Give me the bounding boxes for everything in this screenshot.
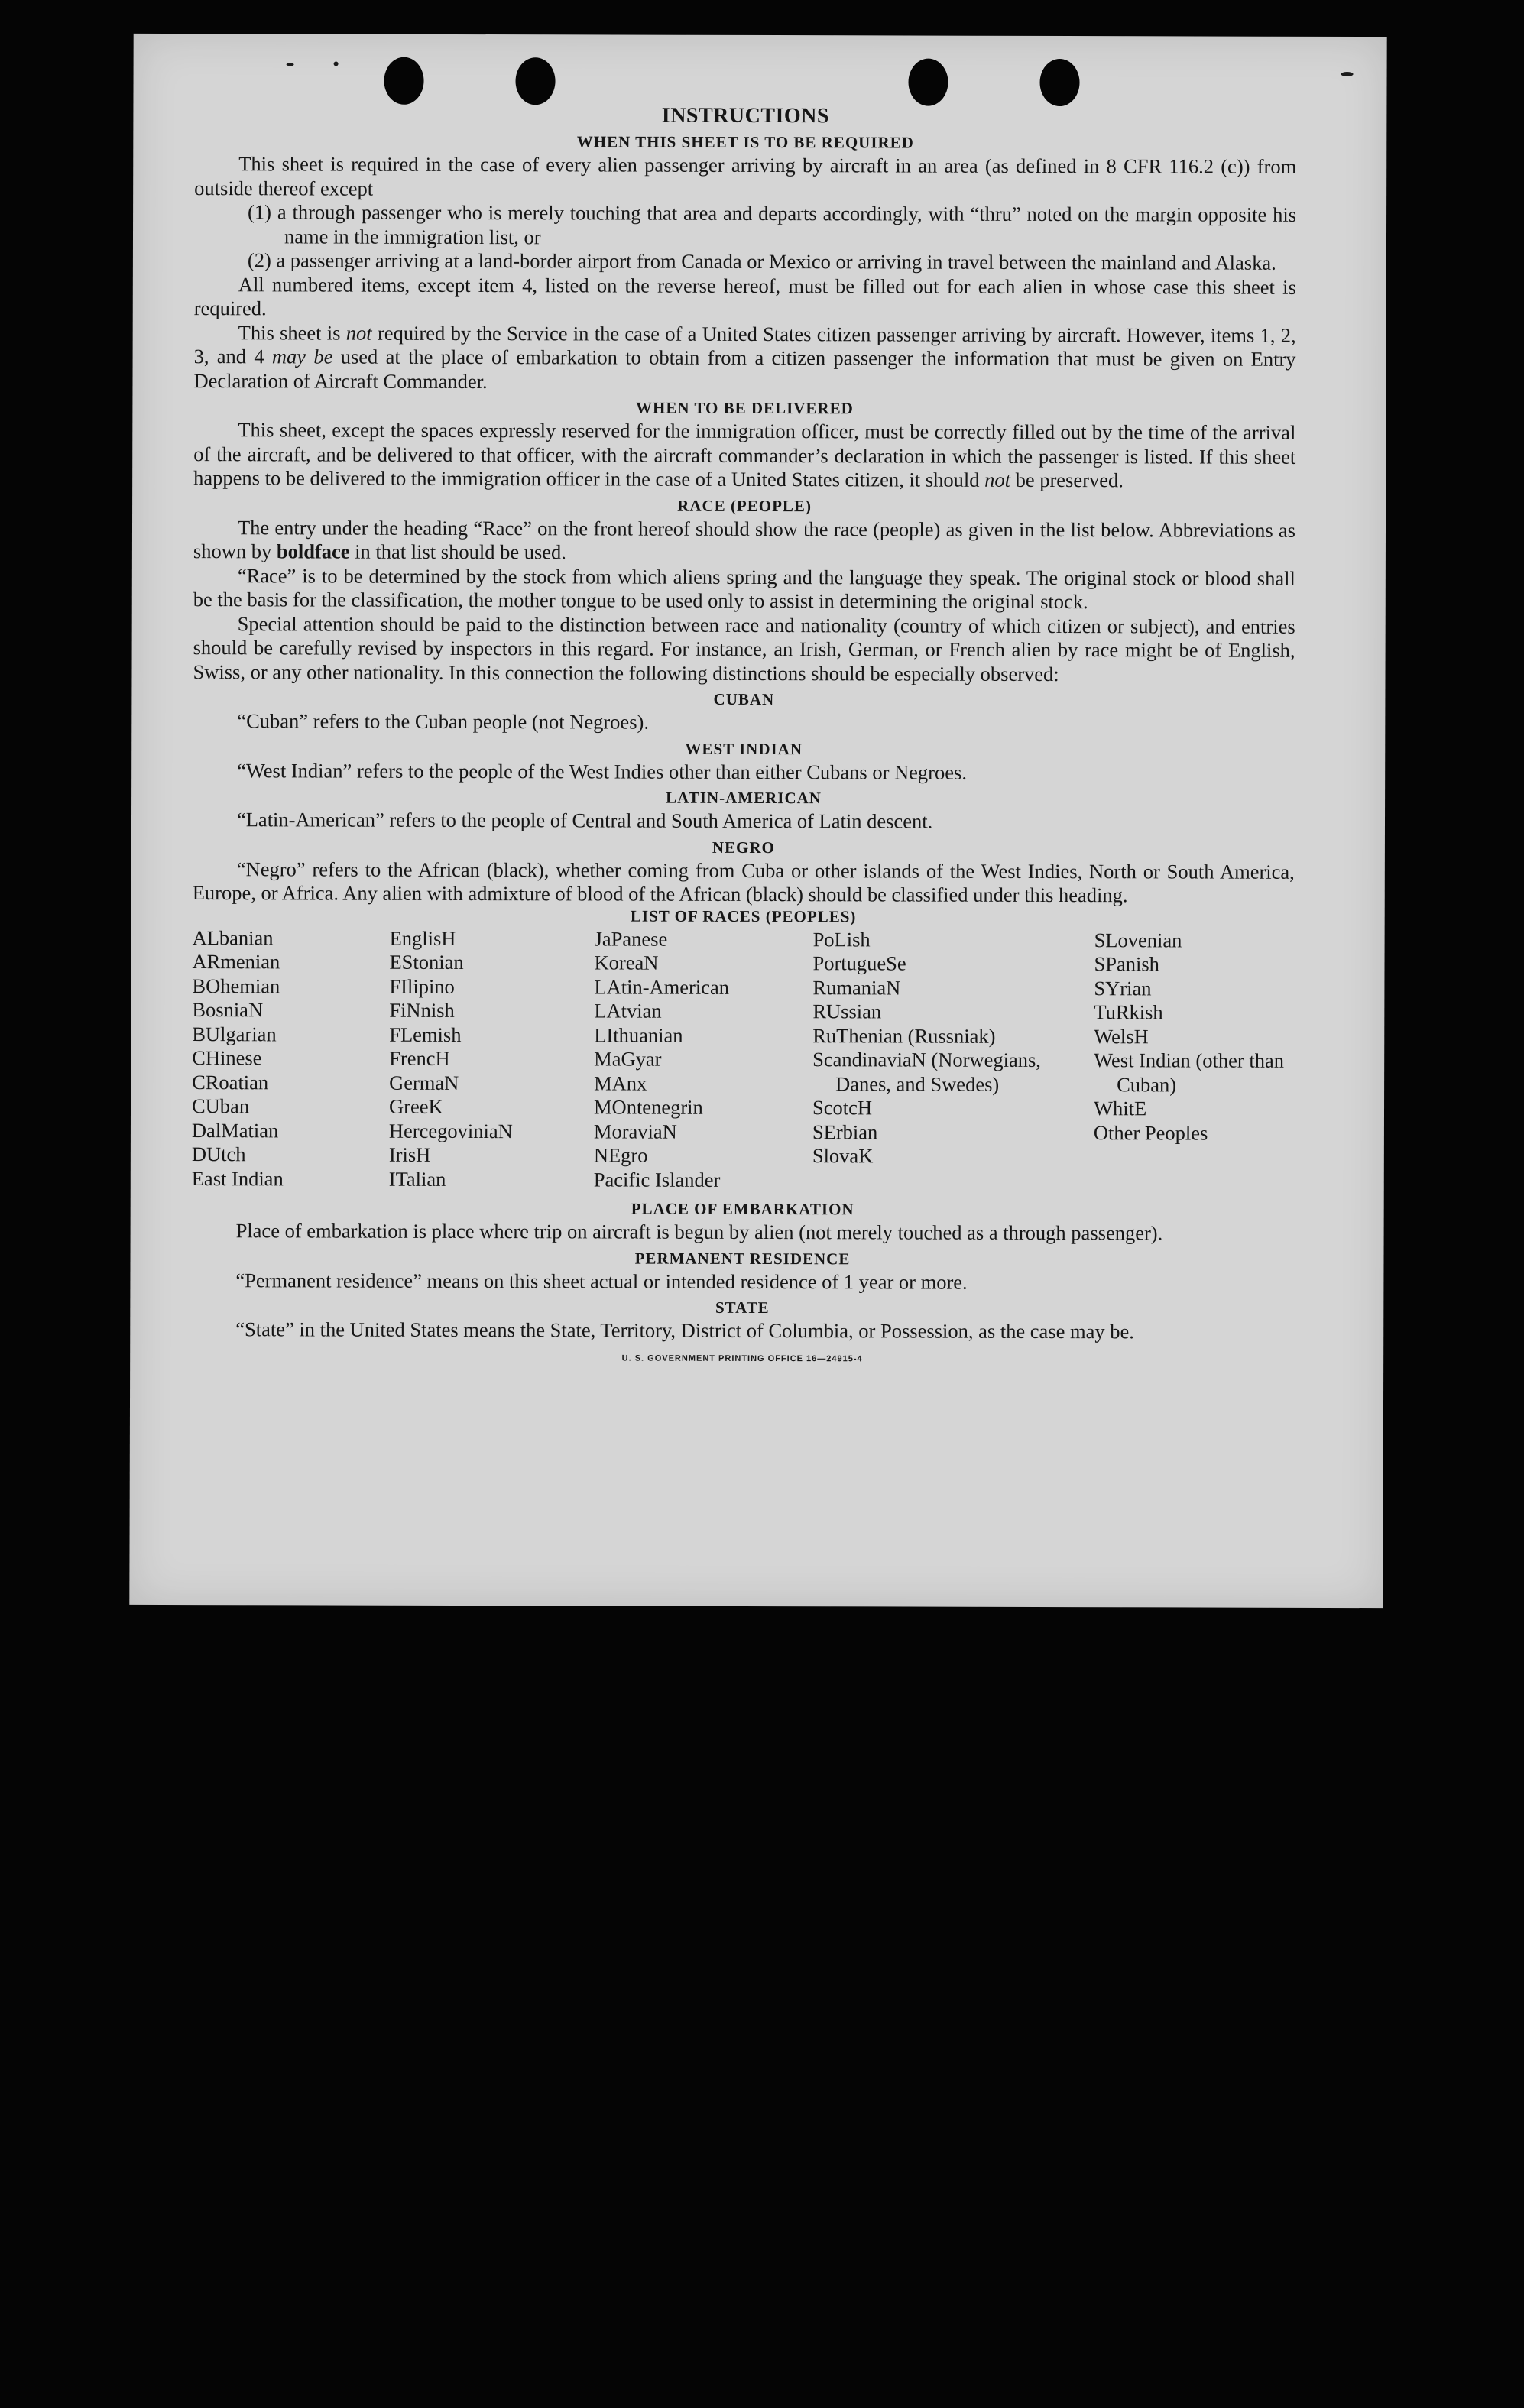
paragraph bbox=[193, 321, 1295, 396]
paragraph: “West Indian” refers to the people of the West Indies other than either Cubans or Negroes. bbox=[237, 758, 968, 784]
race-entry: CRoatian bbox=[192, 1070, 269, 1094]
section-heading: NEGRO bbox=[712, 838, 775, 857]
race-entry: WhitE bbox=[1093, 1097, 1147, 1120]
race-entry: FrencH bbox=[389, 1046, 450, 1070]
paragraph: “Race” is to be determined by the stock from which aliens spring and the language they speak. The original stock or blood shall be the basis for the classification, the mother tongue to be used only to assist in determining the original stock. bbox=[193, 563, 1295, 614]
race-entry: PoLish bbox=[812, 927, 871, 951]
section-heading: LIST OF RACES (PEOPLES) bbox=[630, 906, 857, 925]
race-entry: PortugueSe bbox=[812, 951, 906, 975]
race-entry: KoreaN bbox=[594, 951, 659, 974]
race-entry: MoraviaN bbox=[593, 1119, 677, 1143]
text-run: in that list should be used. bbox=[349, 540, 566, 564]
speck bbox=[334, 62, 339, 66]
section-heading: RACE (PEOPLE) bbox=[677, 496, 812, 515]
race-entry: CUban bbox=[191, 1094, 250, 1118]
section-heading: STATE bbox=[715, 1298, 770, 1317]
punch-hole bbox=[384, 57, 423, 105]
races-list bbox=[192, 926, 1295, 1194]
race-entry: SLovenian bbox=[1094, 928, 1182, 951]
printer-imprint: U. S. GOVERNMENT PRINTING OFFICE 16—24915-4 bbox=[621, 1353, 863, 1363]
races-column bbox=[812, 928, 1094, 1193]
text-run: be preserved. bbox=[1010, 468, 1124, 492]
races-column bbox=[594, 927, 813, 1192]
race-entry: ALbanian bbox=[192, 925, 274, 949]
punch-hole bbox=[515, 57, 555, 105]
race-entry: Pacific Islander bbox=[593, 1167, 721, 1191]
race-entry: RumaniaN bbox=[812, 975, 901, 999]
race-entry: EnglisH bbox=[389, 926, 456, 950]
race-entry: WelsH bbox=[1094, 1024, 1149, 1048]
paragraph: This sheet is required in the case of every alien passenger arriving by aircraft in an area (as defined in 8 CFR 116.2 (c)) from outside thereof except bbox=[194, 152, 1297, 200]
races-column bbox=[389, 926, 595, 1191]
section-heading: LATIN-AMERICAN bbox=[666, 788, 822, 808]
race-entry: SYrian bbox=[1094, 976, 1152, 1000]
page-title: INSTRUCTIONS bbox=[661, 103, 830, 128]
race-entry: NEgro bbox=[593, 1143, 648, 1167]
race-entry: GreeK bbox=[388, 1094, 443, 1118]
race-entry: MAnx bbox=[594, 1071, 647, 1095]
race-entry: SlovaK bbox=[812, 1144, 874, 1168]
races-column bbox=[192, 926, 390, 1191]
race-entry: FiNnish bbox=[389, 998, 455, 1022]
section-heading: CUBAN bbox=[713, 689, 775, 709]
section-heading: WHEN TO BE DELIVERED bbox=[636, 398, 854, 418]
race-entry: BosniaN bbox=[192, 998, 264, 1022]
race-entry: GermaN bbox=[389, 1071, 459, 1094]
text-run: used at the place of embarkation to obtain from a citizen passenger the information that must be given on Entry Declaration of Aircraft Commander. bbox=[193, 345, 1296, 393]
race-entry: ITalian bbox=[388, 1167, 446, 1191]
race-entry: East Indian bbox=[191, 1166, 284, 1190]
paragraph: “Permanent residence” means on this sheet actual or intended residence of 1 year or more. bbox=[235, 1268, 968, 1294]
paragraph: All numbered items, except item 4, listed on the reverse hereof, must be filled out for each alien in whose case this sheet is required. bbox=[193, 272, 1296, 320]
bold-term: boldface bbox=[276, 540, 350, 563]
emphasis: not bbox=[345, 321, 372, 345]
race-entry: MOntenegrin bbox=[593, 1095, 703, 1119]
paragraph: “State” in the United States means the State, Territory, District of Columbia, or Possession, as the case may be. bbox=[235, 1317, 1134, 1343]
race-entry: JaPanese bbox=[594, 926, 668, 951]
race-entry: ScandinaviaN (Norwegians, Danes, and Swedes) bbox=[812, 1048, 1042, 1096]
emphasis: not bbox=[984, 468, 1011, 491]
punch-hole bbox=[1039, 59, 1079, 106]
paragraph: “Negro” refers to the African (black), whether coming from Cuba or other islands of the West Indies, North or South America, Europe, or Africa. Any alien with admixture of blood of the African (black) should be classified under this heading. bbox=[192, 857, 1295, 907]
race-entry: LAtvian bbox=[594, 999, 662, 1023]
races-column bbox=[1094, 929, 1293, 1194]
section-heading: WEST INDIAN bbox=[685, 739, 803, 758]
race-entry: SPanish bbox=[1094, 952, 1159, 976]
race-entry: DalMatian bbox=[191, 1118, 279, 1142]
race-entry: DUtch bbox=[191, 1142, 246, 1166]
text-run: required by the Service in the case of a United States citizen passenger arriving by aircraft. However, items 1, 2, 3, and 4 bbox=[193, 321, 1296, 368]
race-entry: TuRkish bbox=[1094, 1000, 1163, 1024]
paragraph bbox=[193, 418, 1295, 493]
race-entry: BOhemian bbox=[192, 974, 280, 997]
race-entry: LAtin-American bbox=[594, 974, 730, 999]
race-entry: BUlgarian bbox=[192, 1022, 277, 1045]
paragraph: Special attention should be paid to the distinction between race and nationality (country of which citizen or subject), and entries should be carefully revised by inspectors in this regard. For instance, an Irish, German, or French alien by race might be of English, Swiss, or any other nationality. In this connection the following distinctions should be especially observed: bbox=[193, 611, 1295, 685]
race-entry: EStonian bbox=[389, 950, 464, 974]
section-heading: WHEN THIS SHEET IS TO BE REQUIRED bbox=[576, 132, 914, 152]
race-entry: MaGyar bbox=[594, 1047, 662, 1071]
race-entry: RuThenian (Russniak) bbox=[812, 1023, 996, 1048]
paragraph bbox=[193, 516, 1295, 567]
race-entry: Other Peoples bbox=[1093, 1120, 1208, 1145]
list-item: (2) a passenger arriving at a land-border airport from Canada or Mexico or arriving in travel between the mainland and Alaska. bbox=[247, 248, 1276, 274]
race-entry: West Indian (other than Cuban) bbox=[1094, 1048, 1285, 1096]
race-entry: HercegoviniaN bbox=[388, 1119, 513, 1142]
speck bbox=[287, 63, 294, 66]
paragraph: “Latin-American” refers to the people of Central and South America of Latin descent. bbox=[236, 808, 933, 833]
document-sheet bbox=[129, 34, 1386, 1608]
list-item: (1) a through passenger who is merely touching that area and departs accordingly, with “thru” noted on the margin opposite his name in the immigration list, or bbox=[248, 200, 1297, 248]
section-heading: PERMANENT RESIDENCE bbox=[634, 1249, 851, 1268]
paragraph: Place of embarkation is place where trip on aircraft is begun by alien (not merely touched as a through passenger). bbox=[235, 1219, 1163, 1245]
race-entry: FLemish bbox=[389, 1023, 462, 1046]
speck bbox=[1341, 72, 1354, 76]
race-entry: LIthuanian bbox=[594, 1023, 683, 1047]
text-run: This sheet is bbox=[238, 320, 346, 345]
text-run: This sheet, except the spaces expressly reserved for the immigration officer, must be correctly filled out by the time of the arrival of the aircraft, and be delivered to that officer, with the aircraft commander’s declaration in which the passenger is listed. If this sheet happens to be delivered to the immigration officer in the case of a United States citizen, it should bbox=[193, 418, 1296, 491]
paragraph: “Cuban” refers to the Cuban people (not Negroes). bbox=[237, 709, 650, 734]
punch-hole bbox=[908, 59, 948, 106]
section-heading: PLACE OF EMBARKATION bbox=[631, 1199, 854, 1219]
race-entry: CHinese bbox=[192, 1046, 262, 1070]
race-entry: FIlipino bbox=[389, 974, 455, 998]
race-entry: ScotcH bbox=[812, 1096, 873, 1120]
race-entry: RUssian bbox=[812, 1000, 882, 1023]
race-entry: ARmenian bbox=[192, 950, 280, 974]
emphasis: may be bbox=[271, 345, 333, 368]
text-run: The entry under the heading “Race” on the front hereof should show the race (people) as given in the list below. Abbreviations as shown by bbox=[193, 515, 1296, 563]
race-entry: IrisH bbox=[388, 1142, 431, 1166]
race-entry: SErbian bbox=[812, 1120, 878, 1143]
